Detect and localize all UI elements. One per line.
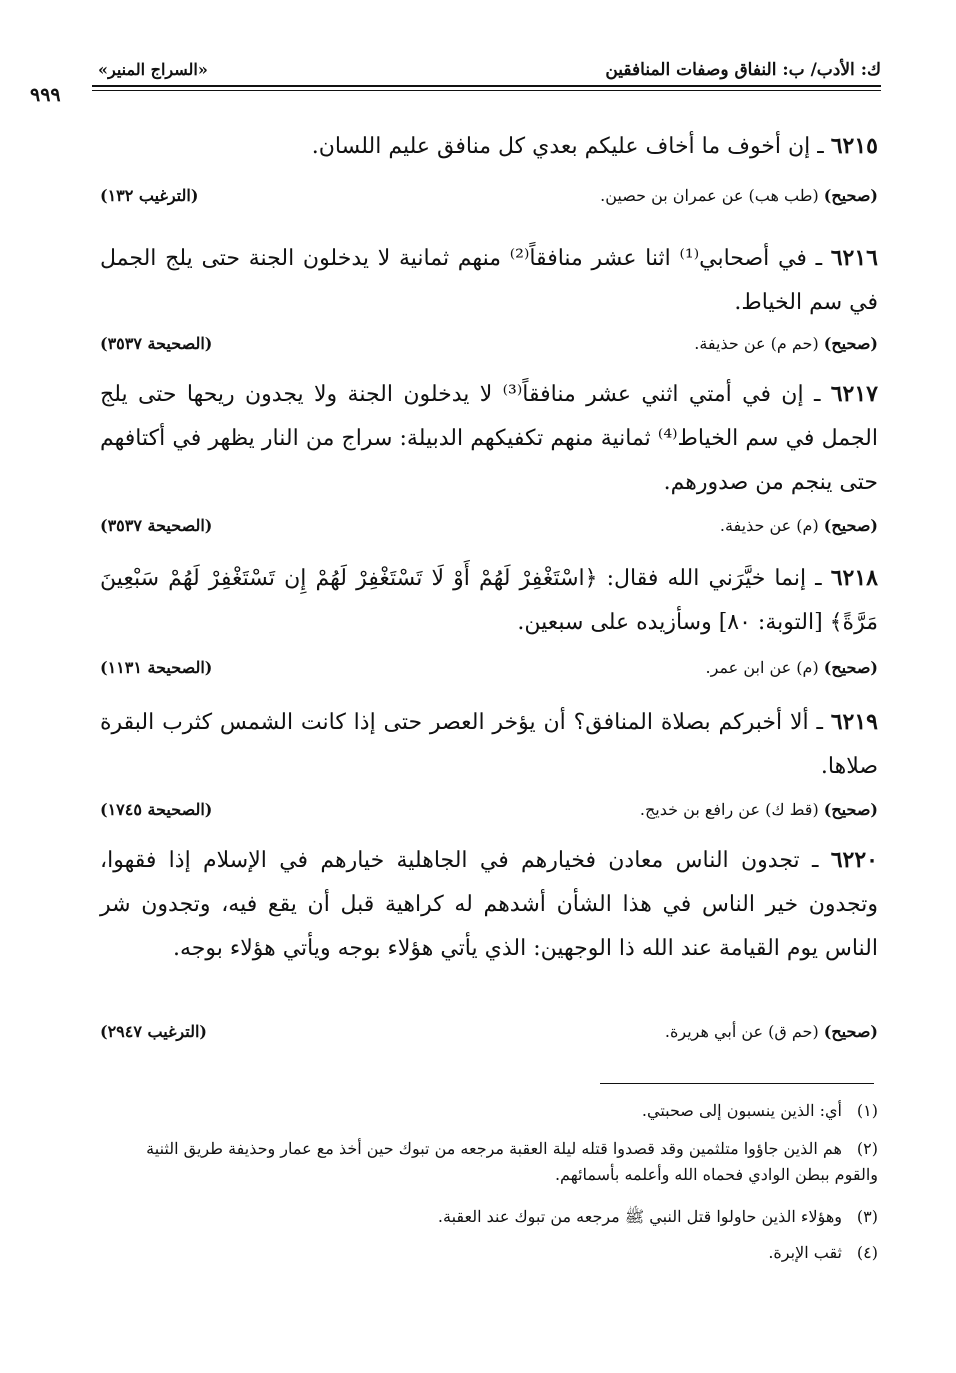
page-header: [30, 58, 881, 106]
book-title: «السراج المنير»: [98, 60, 208, 79]
footnote-number: (٢): [856, 1139, 878, 1158]
hadith-text: في أصحابي⁽¹⁾ اثنا عشر منافقاً⁽²⁾ منهم ثمانية لا يدخلون الجنة حتى يلج الجمل في سم الخياط.: [100, 246, 878, 315]
hadith-6220: ٦٢٢٠ ـ تجدون الناس معادن فخيارهم في الجاهلية خيارهم في الإسلام إذا فقهوا، وتجدون خير الناس في هذا الشأن أشدهم له كراهية قبل أن يقع فيه، وتجدون شر الناس يوم القيامة عند الله ذا الوجهين: الذي يأتي هؤلاء بوجه ويأتي هؤلاء بوجه.: [100, 847, 878, 961]
footnote-4: [100, 1240, 878, 1266]
grade: (صحيح): [823, 658, 878, 677]
footnote-text: هم الذين جاؤوا متلثمين وقد قصدوا قتله ليلة العقبة مرجعه من تبوك حين أخذ مع عمار وحذيفة طريق الثنية والقوم ببطن الوادي فحماه الله وأعلمه بأسمائهم.: [146, 1139, 878, 1184]
header-rule-thin: [92, 90, 881, 91]
grade: (صحيح): [823, 800, 878, 819]
grade: (صحيح): [823, 1022, 878, 1041]
hadith-source: [100, 186, 878, 212]
hadith-text: إنما خيَّرَني الله فقال: ﴿اسْتَغْفِرْ لَهُمْ أَوْ لَا تَسْتَغْفِرْ لَهُمْ إِن تَسْتَغْفِرْ لَهُمْ سَبْعِينَ مَرَّةً﴾ [التوبة: ٨٠] وسأزيده على سبعين.: [100, 566, 878, 635]
hadith-source: [100, 800, 878, 826]
hadith-source: [100, 1022, 878, 1048]
footnote-1: [100, 1098, 878, 1124]
hadith-text: ألا أخبركم بصلاة المنافق؟ أن يؤخر العصر حتى إذا كانت الشمس كثرب البقرة صلاها.: [100, 710, 878, 779]
footnote-text: أي: الذين ينسبون إلى صحبتي.: [641, 1101, 842, 1120]
hadith-6216: ٦٢١٦ ـ في أصحابي⁽¹⁾ اثنا عشر منافقاً⁽²⁾ منهم ثمانية لا يدخلون الجنة حتى يلج الجمل في سم الخياط.: [100, 245, 878, 315]
reference: (الترغيب ٢٩٤٧): [100, 1022, 207, 1041]
reference: (الصحيحة ١٧٤٥): [100, 800, 213, 819]
hadith-6218: ٦٢١٨ ـ إنما خيَّرَني الله فقال: ﴿اسْتَغْفِرْ لَهُمْ أَوْ لَا تَسْتَغْفِرْ لَهُمْ إِن تَسْتَغْفِرْ لَهُمْ سَبْعِينَ مَرَّةً﴾ [التوبة: ٨٠] وسأزيده على سبعين.: [100, 565, 878, 635]
hadith-source: [100, 334, 878, 360]
reference: (الترغيب ١٣٢): [100, 186, 199, 205]
hadith-text: تجدون الناس معادن فخيارهم في الجاهلية خيارهم في الإسلام إذا فقهوا، وتجدون خير الناس في هذا الشأن أشدهم له كراهية قبل أن يقع فيه، وتجدون شر الناس يوم القيامة عند الله ذا الوجهين: الذي يأتي هؤلاء بوجه ويأتي هؤلاء بوجه.: [100, 848, 878, 961]
hadith-source: [100, 516, 878, 542]
hadith-number: ٦٢٢٠: [830, 847, 878, 873]
reference: (الصحيحة ٣٥٣٧): [100, 516, 213, 535]
hadith-number: ٦٢١٧: [830, 381, 878, 407]
hadith-6215: ٦٢١٥ ـ إن أخوف ما أخاف عليكم بعدي كل منافق عليم اللسان.: [311, 133, 878, 159]
hadith-number: ٦٢١٩: [830, 709, 878, 735]
attribution: (قط ك) عن رافع بن خديج.: [639, 800, 819, 819]
footnote-number: (٤): [856, 1243, 878, 1262]
attribution: (حم م) عن حذيفة.: [694, 334, 819, 353]
grade: (صحيح): [823, 334, 878, 353]
grade: (صحيح): [823, 186, 878, 205]
grade: (صحيح): [823, 516, 878, 535]
hadith-number: ٦٢١٥: [830, 133, 878, 159]
attribution: (حم ق) عن أبي هريرة.: [664, 1022, 819, 1041]
attribution: (طب هب) عن عمران بن حصين.: [600, 186, 819, 205]
hadith-6217: ٦٢١٧ ـ إن في أمتي اثني عشر منافقاً⁽³⁾ لا يدخلون الجنة ولا يجدون ريحها حتى يلج الجمل في سم الخياط⁽⁴⁾ ثمانية منهم تكفيكهم الدبيلة: سراج من النار يظهر في أكتافهم حتى ينجم من صدورهم.: [100, 381, 878, 495]
hadith-text: إن أخوف ما أخاف عليكم بعدي كل منافق عليم اللسان.: [311, 134, 811, 159]
header-rule-thick: [92, 85, 881, 87]
hadith-6219: ٦٢١٩ ـ ألا أخبركم بصلاة المنافق؟ أن يؤخر العصر حتى إذا كانت الشمس كثرب البقرة صلاها.: [100, 709, 878, 779]
footnote-separator: [600, 1083, 874, 1084]
footnote-2: [100, 1136, 878, 1188]
footnote-text: ثقب الإبرة.: [768, 1243, 842, 1262]
reference: (الصحيحة ١١٣١): [100, 658, 213, 677]
attribution: (م) عن حذيفة.: [719, 516, 819, 535]
chapter-title: ك: الأدب/ ب: النفاق وصفات المنافقين: [605, 60, 881, 80]
footnote-number: (١): [856, 1101, 878, 1120]
footnote-text: وهؤلاء الذين حاولوا قتل النبي ﷺ مرجعه من تبوك عند العقبة.: [437, 1207, 842, 1226]
page-number: ٩٩٩: [30, 84, 61, 106]
footnote-number: (٣): [856, 1207, 878, 1226]
attribution: (م) عن ابن عمر.: [705, 658, 819, 677]
hadith-number: ٦٢١٨: [830, 565, 878, 591]
reference: (الصحيحة ٣٥٣٧): [100, 334, 213, 353]
hadith-text: إن في أمتي اثني عشر منافقاً⁽³⁾ لا يدخلون الجنة ولا يجدون ريحها حتى يلج الجمل في سم الخياط⁽⁴⁾ ثمانية منهم تكفيكهم الدبيلة: سراج من النار يظهر في أكتافهم حتى ينجم من صدورهم.: [100, 382, 878, 495]
footnote-3: [100, 1204, 878, 1230]
hadith-source: [100, 658, 878, 684]
hadith-number: ٦٢١٦: [830, 245, 878, 271]
